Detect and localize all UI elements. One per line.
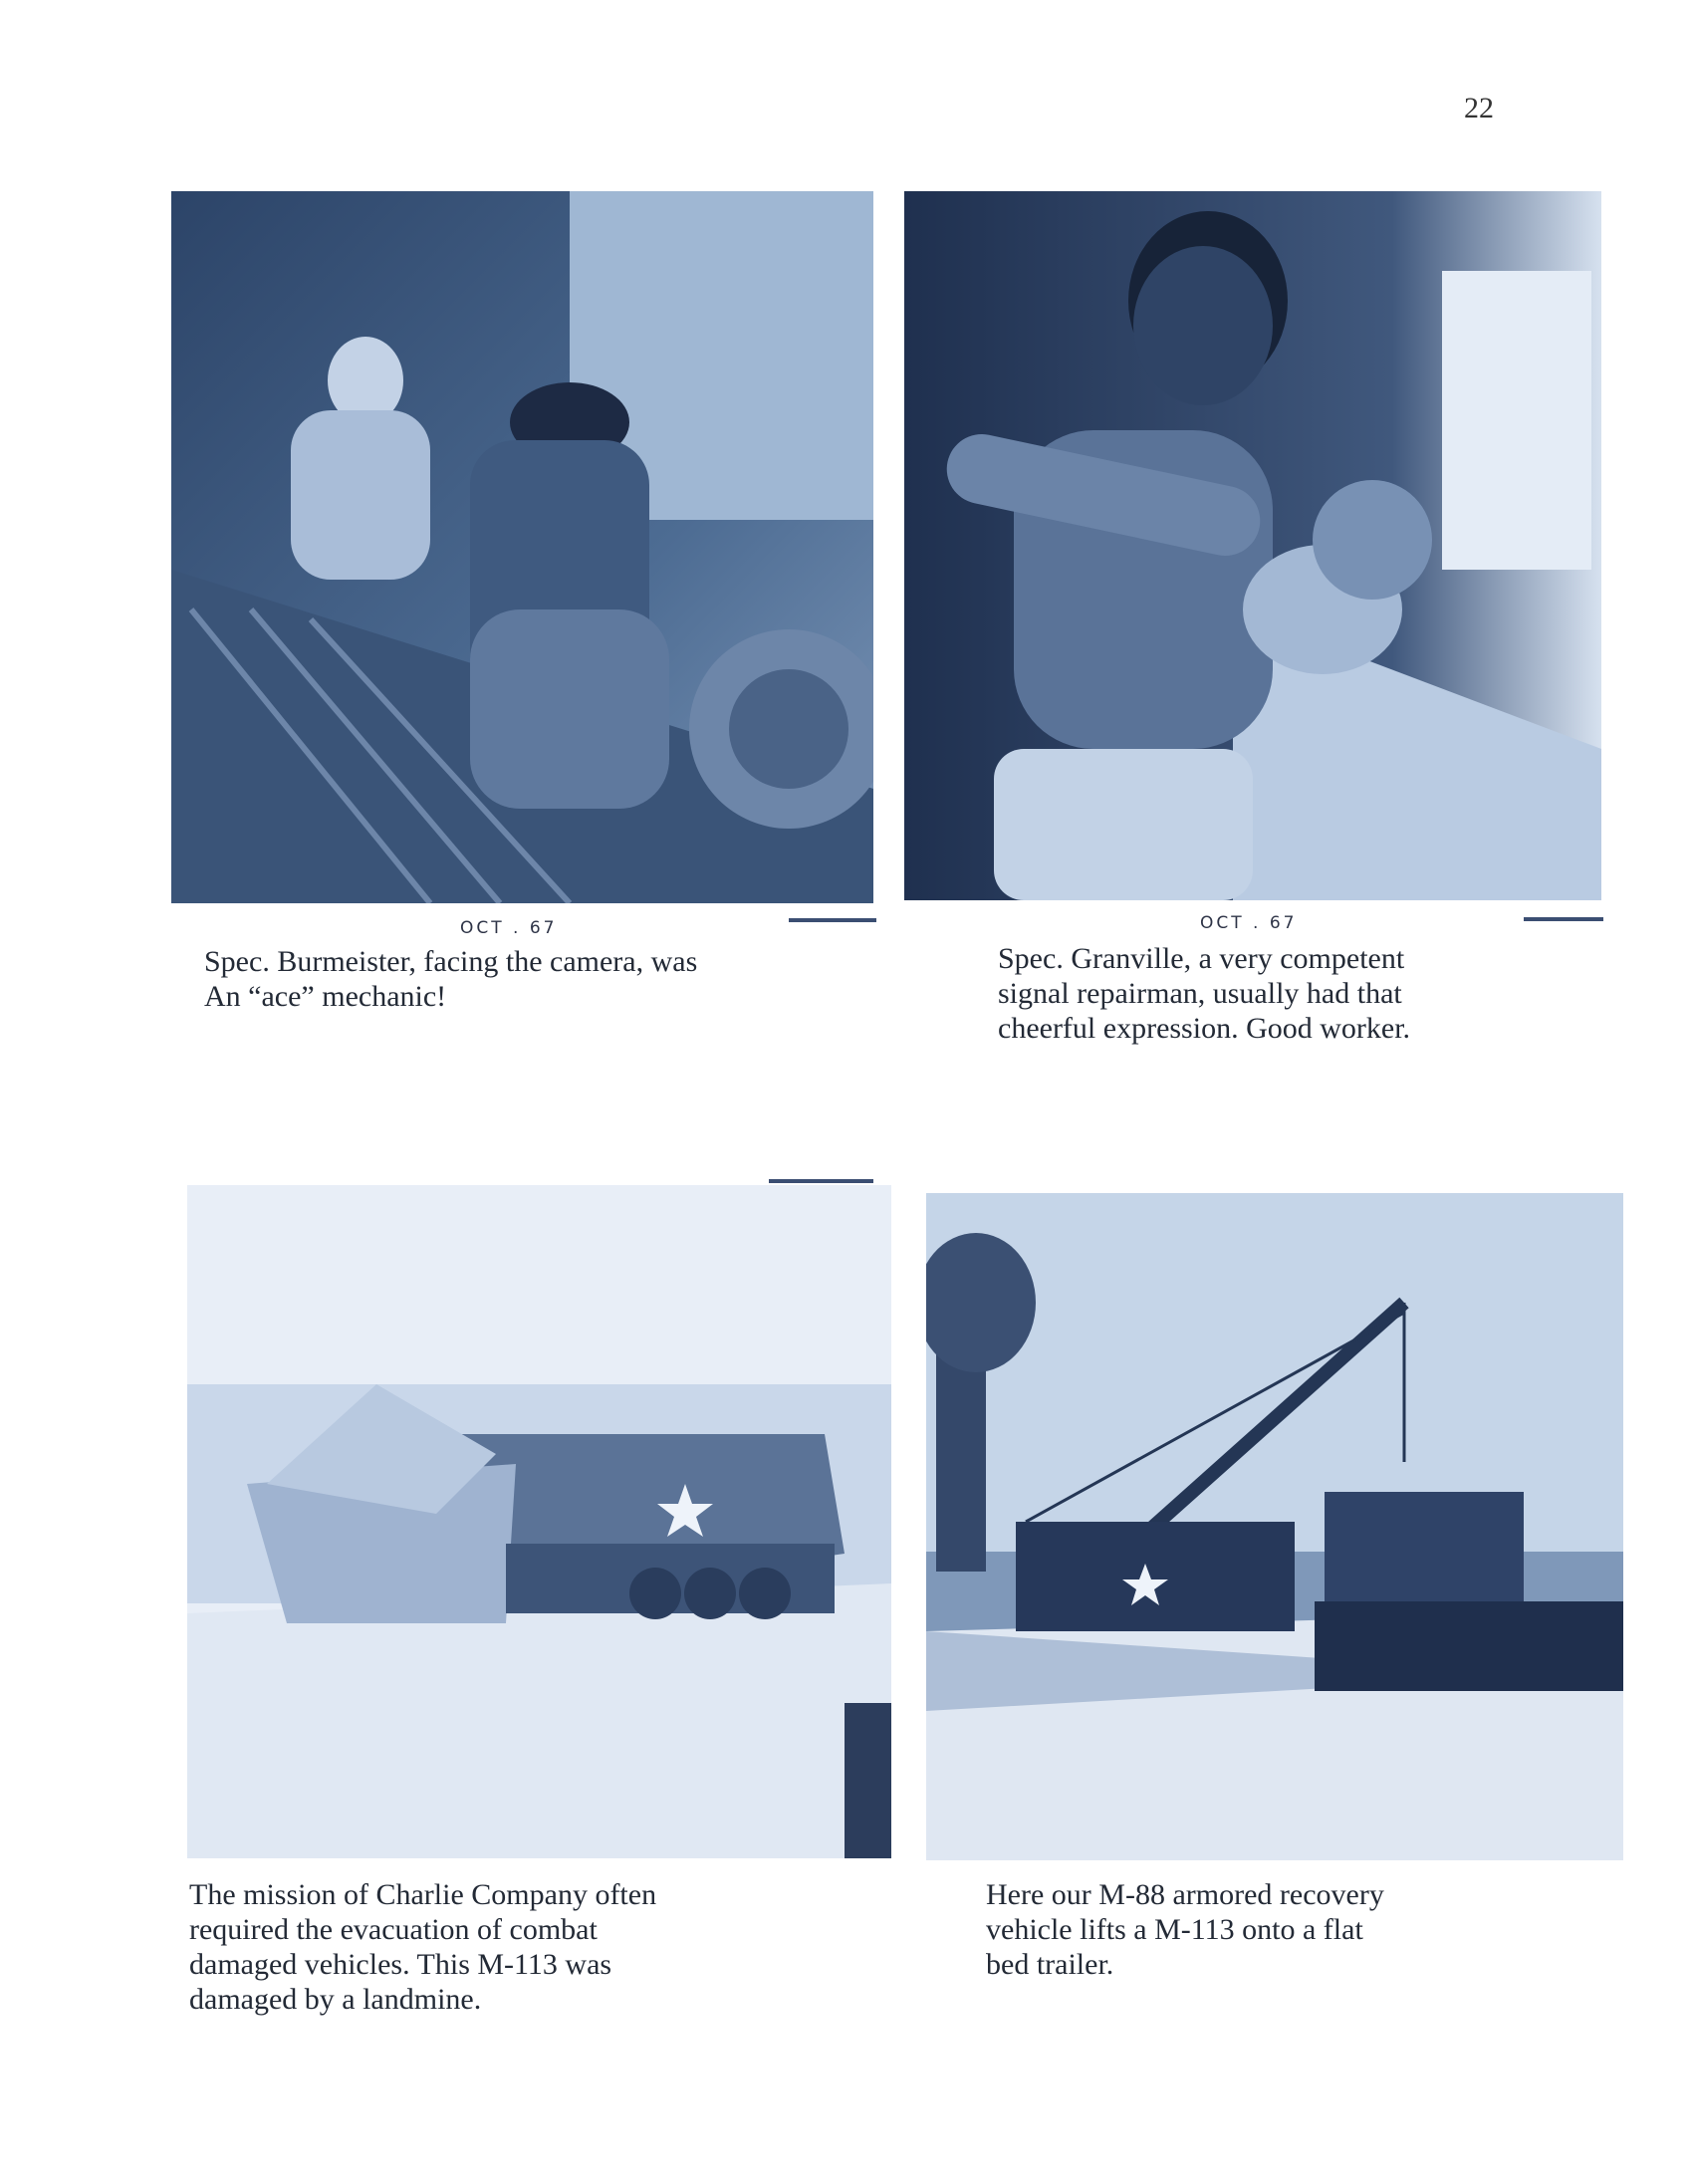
caption-line: The mission of Charlie Company often <box>189 1878 657 1911</box>
caption-line: damaged by a landmine. <box>189 1983 482 2016</box>
stamp-line <box>769 1179 873 1183</box>
photo-mechanics <box>171 191 873 903</box>
caption-line: Spec. Granville, a very competent <box>998 942 1405 975</box>
stamp-line <box>1524 917 1603 921</box>
caption-line: required the evacuation of combat <box>189 1913 598 1946</box>
caption-line: Here our M-88 armored recovery <box>986 1878 1384 1911</box>
caption-line: An “ace” mechanic! <box>204 980 447 1013</box>
page-number: 22 <box>1464 92 1494 124</box>
caption-line: signal repairman, usually had that <box>998 977 1402 1010</box>
photo-m88-recovery <box>926 1193 1623 1860</box>
date-stamp: OCT . 67 <box>460 918 558 938</box>
caption-line: cheerful expression. Good worker. <box>998 1012 1411 1045</box>
photo-repairman <box>904 191 1601 900</box>
caption-damaged-m113 <box>189 1877 827 2017</box>
stamp-line <box>789 918 876 922</box>
caption-line: bed trailer. <box>986 1948 1114 1981</box>
caption-m88-recovery <box>986 1877 1583 1982</box>
date-stamp: OCT . 67 <box>1200 913 1298 933</box>
caption-line: damaged vehicles. This M-113 was <box>189 1948 612 1981</box>
caption-repairman <box>998 941 1595 1046</box>
caption-mechanics <box>204 944 822 1014</box>
photo-damaged-m113 <box>187 1185 891 1858</box>
caption-line: vehicle lifts a M-113 onto a flat <box>986 1913 1363 1946</box>
caption-line: Spec. Burmeister, facing the camera, was <box>204 945 698 978</box>
